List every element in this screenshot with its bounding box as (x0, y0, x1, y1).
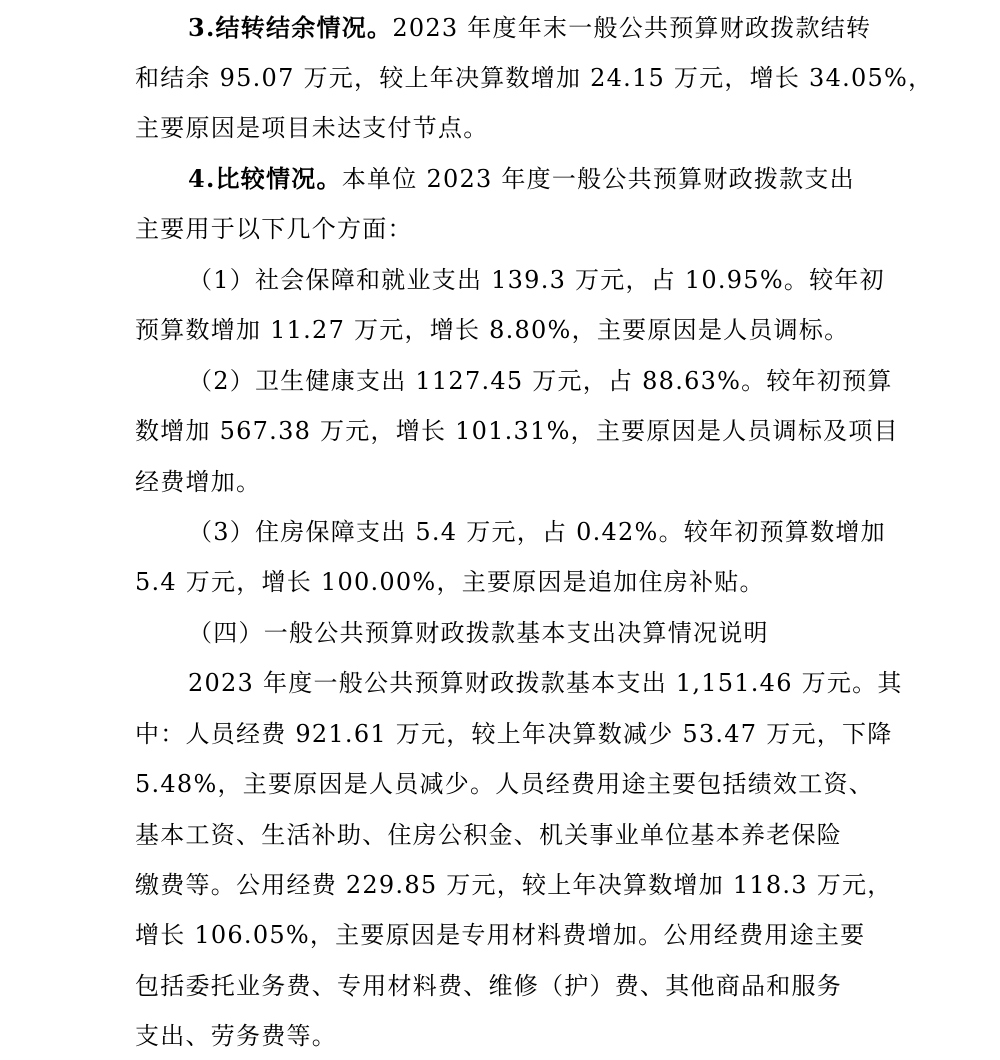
paragraph-line: 5.48%，主要原因是人员减少。人员经费用途主要包括绩效工资、 (135, 770, 874, 798)
section-heading-comparison: 4.比较情况。 (188, 164, 342, 193)
paragraph-line: 5.4 万元，增长 100.00%，主要原因是追加住房补贴。 (135, 568, 765, 596)
list-item-social-security: （1）社会保障和就业支出 139.3 万元，占 10.95%。较年初 (188, 266, 885, 294)
list-item-health: （2）卫生健康支出 1127.45 万元，占 88.63%。较年初预算 (188, 367, 893, 395)
paragraph-comparison-heading-line (188, 163, 855, 195)
paragraph-line: 中：人员经费 921.61 万元，较上年决算数减少 53.47 万元，下降 (135, 720, 893, 748)
paragraph-line: 2023 年度一般公共预算财政拨款基本支出 1,151.46 万元。其 (188, 669, 903, 697)
paragraph-line: 主要原因是项目未达支付节点。 (135, 114, 489, 142)
paragraph-line: 经费增加。 (135, 468, 262, 496)
paragraph-line: 数增加 567.38 万元，增长 101.31%，主要原因是人员调标及项目 (135, 417, 899, 445)
paragraph-line: 主要用于以下几个方面： (135, 215, 413, 243)
paragraph-text: 本单位 2023 年度一般公共预算财政拨款支出 (341, 165, 855, 193)
section-heading-basic-expenditure: （四）一般公共预算财政拨款基本支出决算情况说明 (188, 619, 769, 647)
paragraph-line: 基本工资、生活补助、住房公积金、机关事业单位基本养老保险 (135, 821, 842, 849)
paragraph-line: 和结余 95.07 万元，较上年决算数增加 24.15 万元，增长 34.05%， (135, 64, 934, 92)
paragraph-line: 缴费等。公用经费 229.85 万元，较上年决算数增加 118.3 万元， (135, 871, 893, 899)
paragraph-line: 增长 106.05%，主要原因是专用材料费增加。公用经费用途主要 (135, 921, 866, 949)
list-item-housing: （3）住房保障支出 5.4 万元，占 0.42%。较年初预算数增加 (188, 518, 886, 546)
paragraph-text: 2023 年度年末一般公共预算财政拨款结转 (392, 14, 872, 42)
paragraph-line: 预算数增加 11.27 万元，增长 8.80%，主要原因是人员调标。 (135, 316, 850, 344)
paragraph-line: 包括委托业务费、专用材料费、维修（护）费、其他商品和服务 (135, 972, 842, 1000)
section-heading-carryover: 3.结转结余情况。 (188, 13, 393, 42)
paragraph-line: 支出、劳务费等。 (135, 1022, 337, 1050)
paragraph-carryover-heading-line (188, 12, 871, 44)
